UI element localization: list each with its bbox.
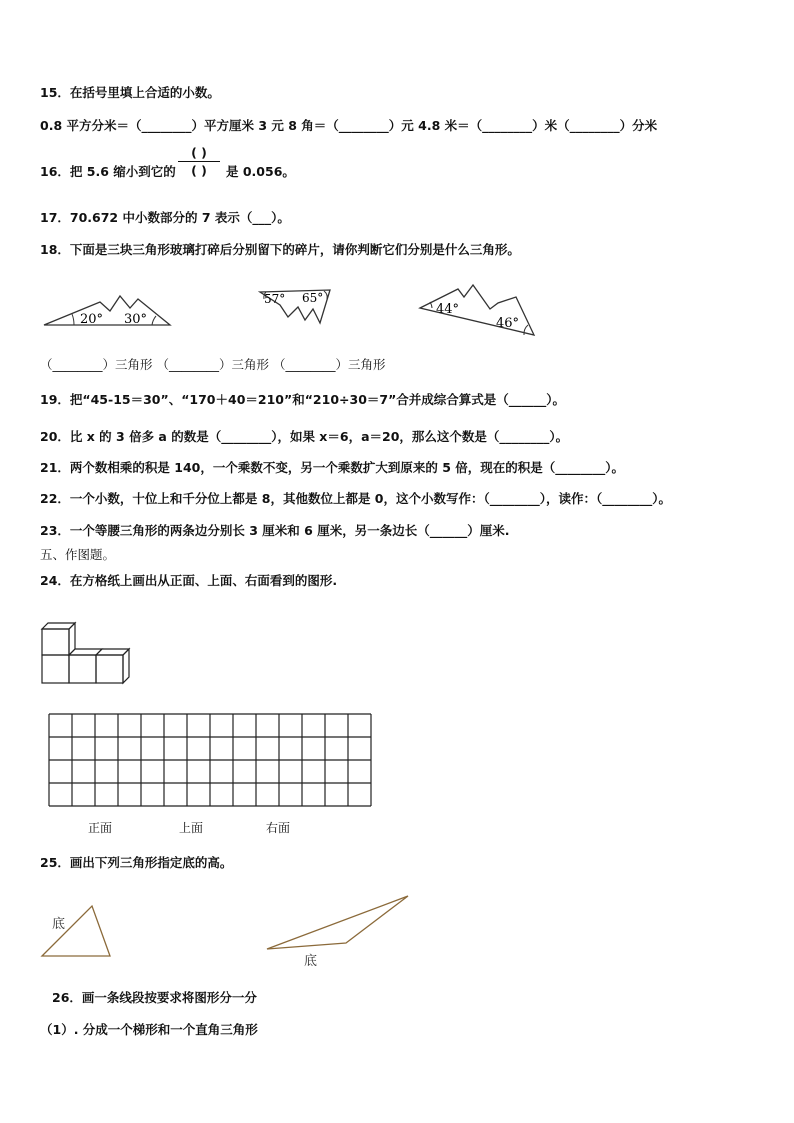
- triangle-acute: [40, 900, 120, 962]
- q20-text: 20．比 x 的 3 倍多 a 的数是（________），如果 x＝6，a＝20，那么这个数是（________）。: [40, 429, 569, 444]
- triangle-fragment-3: [418, 283, 538, 339]
- q26-text: 26．画一条线段按要求将图形分一分: [52, 990, 257, 1005]
- base-label: 底: [304, 954, 318, 969]
- q18-prompt: 18．下面是三块三角形玻璃打碎后分别留下的碎片，请你判断它们分别是什么三角形。: [40, 242, 520, 257]
- angle-label: 30°: [124, 312, 148, 327]
- q15-items: 0.8 平方分米＝（________）平方厘米 3 元 8 角＝（________）元 4.8 米＝（________）米（________）分米: [40, 118, 658, 133]
- angle-label: 20°: [80, 312, 104, 327]
- label-right: 右面: [266, 821, 291, 835]
- q16-numerator: ( ): [191, 145, 207, 160]
- q25-text: 25．画出下列三角形指定底的高。: [40, 855, 233, 870]
- q15-prompt: 15．在括号里填上合适的小数。: [40, 85, 220, 100]
- label-front: 正面: [88, 821, 113, 835]
- q16-before: 16．把 5.6 缩小到它的: [40, 164, 176, 179]
- cube-stack-figure: [40, 619, 132, 687]
- angle-label: 65°: [302, 291, 324, 305]
- q16-after: 是 0.056。: [226, 164, 295, 179]
- angle-label: 46°: [496, 316, 520, 331]
- q23-text: 23．一个等腰三角形的两条边分别长 3 厘米和 6 厘米，另一条边长（______）厘米.: [40, 523, 510, 538]
- q16-fraction: [178, 145, 220, 178]
- q24-text: 24．在方格纸上画出从正面、上面、右面看到的图形.: [40, 573, 338, 588]
- triangle-obtuse: [264, 893, 412, 969]
- grid-paper[interactable]: [48, 713, 374, 808]
- q17-text: 17．70.672 中小数部分的 7 表示（___）。: [40, 210, 290, 225]
- triangle-fragment-2: [258, 287, 336, 327]
- angle-label: 44°: [436, 302, 460, 317]
- section-heading: 五、作图题。: [40, 547, 116, 562]
- base-label: 底: [52, 917, 66, 932]
- angle-label: 57°: [264, 292, 286, 306]
- q26-sub1: （1）. 分成一个梯形和一个直角三角形: [40, 1022, 258, 1037]
- q16-denominator: ( ): [191, 163, 207, 178]
- fraction-bar: [178, 161, 220, 162]
- q21-text: 21．两个数相乘的积是 140，一个乘数不变，另一个乘数扩大到原来的 5 倍，现在的积是（________）。: [40, 460, 624, 475]
- q18-answers: （________）三角形 （________）三角形 （________）三角形: [40, 357, 386, 372]
- q22-text: 22．一个小数，十位上和千分位上都是 8，其他数位上都是 0，这个小数写作：（________），读作：（________）。: [40, 491, 671, 506]
- triangle-fragment-1: [40, 292, 180, 332]
- q19-text: 19．把“45-15＝30”、“170＋40＝210”和“210÷30＝7”合并成综合算式是（______）。: [40, 392, 566, 407]
- label-top: 上面: [179, 821, 204, 835]
